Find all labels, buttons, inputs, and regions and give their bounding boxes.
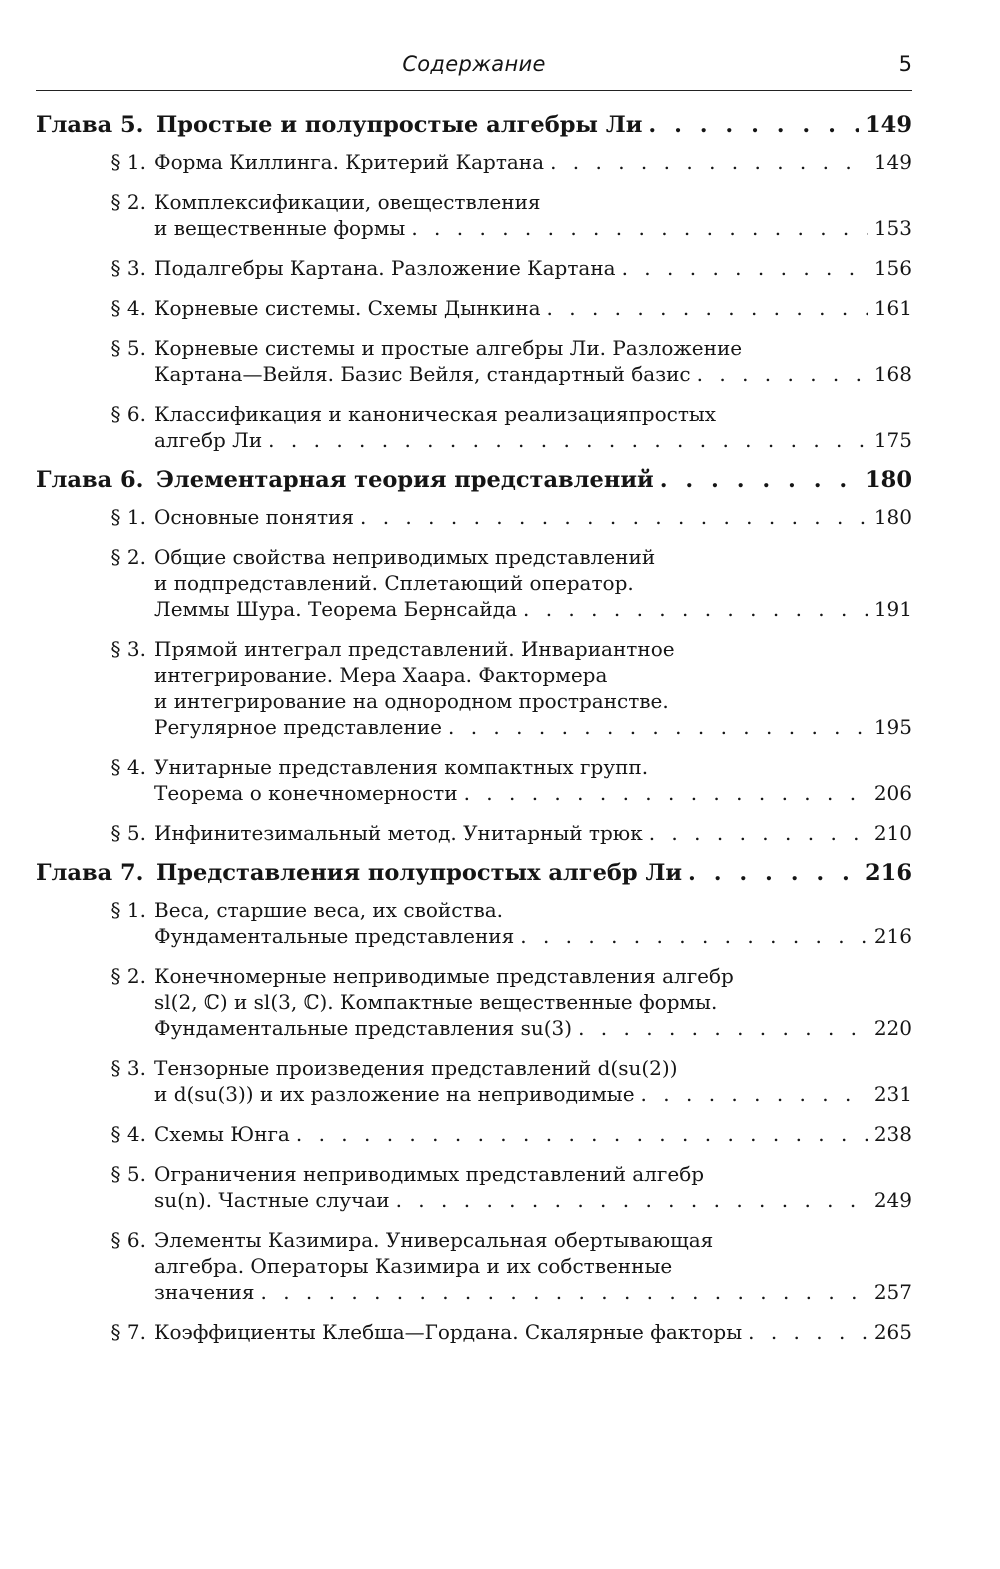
section-number: § 2. [110, 964, 146, 988]
section-title-line: Форма Киллинга. Критерий Картана [154, 150, 545, 174]
section-title-line: Прямой интеграл представлений. Инвариантное [154, 637, 675, 661]
section-number: § 1. [110, 505, 146, 529]
dot-leader [520, 923, 868, 949]
dot-leader [641, 1081, 868, 1107]
dot-leader [268, 427, 868, 453]
dot-leader [688, 860, 859, 886]
section-title-line: алгебр Ли [154, 428, 263, 452]
chapter-entry[interactable] [36, 860, 912, 886]
section-title-line: Корневые системы и простые алгебры Ли. Разложение [154, 336, 743, 360]
chapter-title: Представления полупростых алгебр Ли [156, 860, 683, 886]
dot-leader [660, 467, 859, 493]
section-body [154, 636, 912, 740]
section-entry[interactable] [36, 255, 912, 281]
section-title-last-line [154, 780, 912, 806]
section-title-line: Схемы Юнга [154, 1122, 290, 1146]
chapter-page: 180 [865, 467, 912, 493]
section-body [154, 295, 912, 321]
section-title-line: Картана—Вейля. Базис Вейля, стандартный базис [154, 362, 691, 386]
section-title-last-line [154, 427, 912, 453]
section-body [154, 1055, 912, 1107]
section-entry[interactable] [36, 295, 912, 321]
chapter-title-line [156, 467, 912, 493]
chapter-page: 149 [865, 112, 912, 138]
dot-leader [523, 596, 868, 622]
section-entry[interactable] [36, 1121, 912, 1147]
section-number: § 4. [110, 296, 146, 320]
section-number: § 6. [110, 1228, 146, 1252]
section-page: 210 [873, 821, 912, 845]
section-title-line: Инфинитезимальный метод. Унитарный трюк [154, 821, 643, 845]
dot-leader [550, 149, 868, 175]
section-title-line: Комплексификации, овеществления [154, 190, 541, 214]
section-title-line: su(n). Частные случаи [154, 1188, 390, 1212]
section-title-line: Теорема о конечномерности [154, 781, 458, 805]
dot-leader [448, 714, 868, 740]
section-body [154, 544, 912, 622]
section-number: § 4. [110, 755, 146, 779]
section-title-line: Общие свойства неприводимых представлений [154, 545, 656, 569]
chapter-label: Глава 6. [36, 467, 144, 493]
section-page: 216 [873, 924, 912, 948]
section-number: § 2. [110, 190, 146, 214]
section-page: 149 [873, 150, 912, 174]
section-number: § 4. [110, 1122, 146, 1146]
section-title-last-line [154, 714, 912, 740]
table-of-contents [36, 112, 912, 1359]
section-entry[interactable] [36, 401, 912, 453]
section-title-last-line [154, 1081, 912, 1107]
section-number: § 7. [110, 1320, 146, 1344]
section-body [154, 1121, 912, 1147]
section-number: § 5. [110, 336, 146, 360]
section-page: 153 [873, 216, 912, 240]
chapter-title: Элементарная теория представлений [156, 467, 654, 493]
section-body [154, 897, 912, 949]
section-body [154, 1161, 912, 1213]
running-title: Содержание [402, 52, 546, 76]
section-title-line: Тензорные произведения представлений d(su(2)) [154, 1056, 678, 1080]
section-title-last-line [154, 504, 912, 530]
section-title-last-line [154, 255, 912, 281]
section-number: § 6. [110, 402, 146, 426]
dot-leader [622, 255, 868, 281]
section-title-line: алгебра. Операторы Казимира и их собственные [154, 1254, 673, 1278]
section-title-line: Фундаментальные представления su(3) [154, 1016, 573, 1040]
section-body [154, 189, 912, 241]
section-title-last-line [154, 361, 912, 387]
section-title-line: значения [154, 1280, 255, 1304]
section-body [154, 401, 912, 453]
chapter-title: Простые и полупростые алгебры Ли [156, 112, 643, 138]
section-title-line: и вещественные формы [154, 216, 406, 240]
section-title-line: Корневые системы. Схемы Дынкина [154, 296, 541, 320]
section-number: § 3. [110, 1056, 146, 1080]
section-page: 156 [873, 256, 912, 280]
chapter-title-line [156, 112, 912, 138]
dot-leader [578, 1015, 868, 1041]
section-page: 161 [873, 296, 912, 320]
section-page: 180 [873, 505, 912, 529]
section-title-last-line [154, 1279, 912, 1305]
section-page: 168 [873, 362, 912, 386]
section-title-line: Подалгебры Картана. Разложение Картана [154, 256, 616, 280]
section-body [154, 1227, 912, 1305]
section-body [154, 149, 912, 175]
dot-leader [547, 295, 868, 321]
section-body [154, 255, 912, 281]
section-title-line: Классификация и каноническая реализацияпростых [154, 402, 717, 426]
section-page: 206 [873, 781, 912, 805]
section-body [154, 504, 912, 530]
dot-leader [648, 112, 859, 138]
dot-leader [360, 504, 868, 530]
section-entry[interactable] [36, 189, 912, 241]
section-title-line: интегрирование. Мера Хаара. Фактормера [154, 663, 608, 687]
section-title-line: Ограничения неприводимых представлений алгебр [154, 1162, 705, 1186]
section-page: 191 [873, 597, 912, 621]
section-title-last-line [154, 596, 912, 622]
section-page: 195 [873, 715, 912, 739]
section-page: 175 [873, 428, 912, 452]
section-title-last-line [154, 820, 912, 846]
chapter-title-line [156, 860, 912, 886]
dot-leader [697, 361, 868, 387]
section-title-last-line [154, 149, 912, 175]
section-title-line: и d(su(3)) и их разложение на неприводимые [154, 1082, 635, 1106]
section-title-last-line [154, 1015, 912, 1041]
section-page: 231 [873, 1082, 912, 1106]
chapter-page: 216 [865, 860, 912, 886]
section-body [154, 1319, 912, 1345]
section-number: § 3. [110, 637, 146, 661]
section-page: 257 [873, 1280, 912, 1304]
dot-leader [411, 215, 867, 241]
dot-leader [748, 1319, 868, 1345]
section-entry[interactable] [36, 1227, 912, 1305]
section-entry[interactable] [36, 1319, 912, 1345]
section-number: § 3. [110, 256, 146, 280]
dot-leader [649, 820, 868, 846]
dot-leader [396, 1187, 868, 1213]
section-number: § 1. [110, 898, 146, 922]
section-title-line: Фундаментальные представления [154, 924, 515, 948]
section-title-last-line [154, 1187, 912, 1213]
section-number: § 5. [110, 821, 146, 845]
section-title-line: Коэффициенты Клебша—Гордана. Скалярные факторы [154, 1320, 743, 1344]
section-entry[interactable] [36, 149, 912, 175]
section-title-line: Регулярное представление [154, 715, 442, 739]
section-title-line: Унитарные представления компактных групп. [154, 755, 649, 779]
section-title-last-line [154, 923, 912, 949]
section-page: 238 [873, 1122, 912, 1146]
section-entry[interactable] [36, 636, 912, 740]
section-entry[interactable] [36, 335, 912, 387]
dot-leader [261, 1279, 868, 1305]
section-title-last-line [154, 215, 912, 241]
section-body [154, 754, 912, 806]
section-page: 220 [873, 1016, 912, 1040]
section-entry[interactable] [36, 504, 912, 530]
page-number: 5 [898, 52, 912, 76]
section-body [154, 820, 912, 846]
section-body [154, 335, 912, 387]
section-entry[interactable] [36, 754, 912, 806]
section-entry[interactable] [36, 544, 912, 622]
section-title-last-line [154, 1319, 912, 1345]
section-body [154, 963, 912, 1041]
chapter-label: Глава 7. [36, 860, 144, 886]
section-entry[interactable] [36, 820, 912, 846]
section-title-line: sl(2, ℂ) и sl(3, ℂ). Компактные вещественные формы. [154, 990, 718, 1014]
chapter-entry[interactable] [36, 112, 912, 138]
page-header [36, 52, 912, 91]
section-title-line: и подпредставлений. Сплетающий оператор. [154, 571, 634, 595]
section-title-line: Элементы Казимира. Универсальная обертывающая [154, 1228, 714, 1252]
section-number: § 5. [110, 1162, 146, 1186]
section-title-last-line [154, 295, 912, 321]
chapter-entry[interactable] [36, 467, 912, 493]
section-entry[interactable] [36, 1055, 912, 1107]
section-entry[interactable] [36, 963, 912, 1041]
section-title-line: Основные понятия [154, 505, 354, 529]
section-entry[interactable] [36, 1161, 912, 1213]
section-number: § 1. [110, 150, 146, 174]
section-page: 249 [873, 1188, 912, 1212]
section-entry[interactable] [36, 897, 912, 949]
dot-leader [296, 1121, 868, 1147]
chapter-label: Глава 5. [36, 112, 144, 138]
section-number: § 2. [110, 545, 146, 569]
section-page: 265 [873, 1320, 912, 1344]
section-title-line: Веса, старшие веса, их свойства. [154, 898, 504, 922]
dot-leader [464, 780, 868, 806]
section-title-last-line [154, 1121, 912, 1147]
section-title-line: и интегрирование на однородном пространстве. [154, 689, 669, 713]
section-title-line: Леммы Шура. Теорема Бернсайда [154, 597, 517, 621]
section-title-line: Конечномерные неприводимые представления алгебр [154, 964, 734, 988]
